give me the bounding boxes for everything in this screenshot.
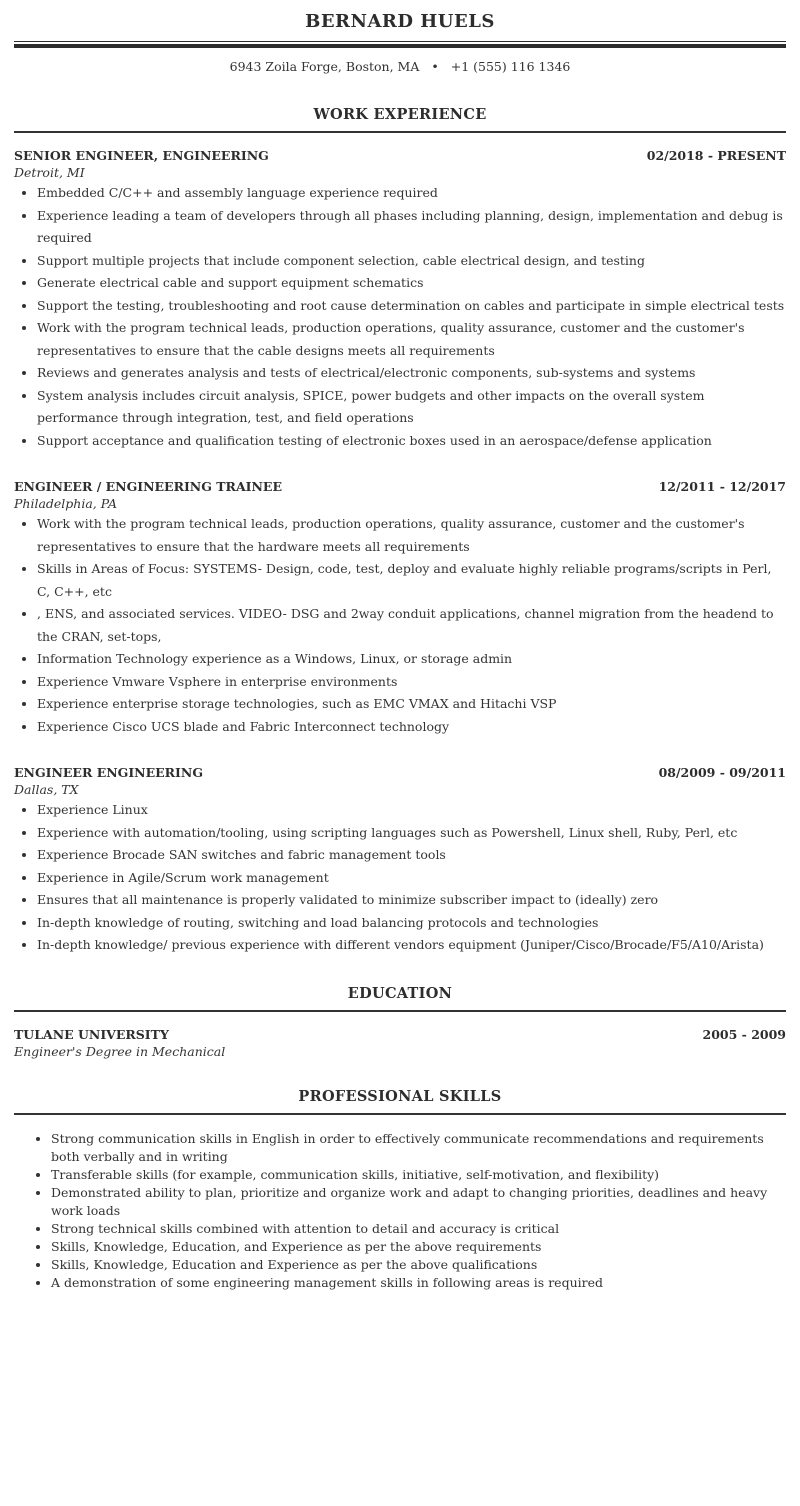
phone: +1 (555) 116 1346 (450, 59, 571, 74)
job-dates: 08/2009 - 09/2011 (658, 765, 786, 780)
list-item: • Work with the program technical leads, production operations, quality assurance, customer and the customer's representatives to ensure that the hardware meets all requirements (37, 513, 786, 558)
list-item: • Experience enterprise storage technologies, such as EMC VMAX and Hitachi VSP (37, 693, 786, 716)
job-entry (14, 478, 786, 738)
list-item: • Skills in Areas of Focus: SYSTEMS- Design, code, test, deploy and evaluate highly reliable programs/scripts in Perl, C, C++, etc (37, 558, 786, 603)
job-header (14, 764, 786, 781)
list-item: • Strong communication skills in English in order to effectively communicate recommendations and requirements both verbally and in writing (51, 1130, 786, 1166)
list-item: • A demonstration of some engineering management skills in following areas is required (51, 1274, 786, 1292)
job-location: Dallas, TX (14, 782, 79, 797)
list-item: • Experience Linux (37, 799, 786, 822)
education-section (14, 984, 786, 1060)
list-item: • Transferable skills (for example, communication skills, initiative, self-motivation, and flexibility) (51, 1166, 786, 1184)
list-item: • Experience Vmware Vsphere in enterprise environments (37, 671, 786, 694)
job-title: ENGINEER ENGINEERING (14, 765, 203, 780)
education-dates: 2005 - 2009 (702, 1026, 786, 1042)
job-location: Detroit, MI (14, 165, 85, 180)
section-title-education: EDUCATION (347, 984, 453, 1002)
list-item: • System analysis includes circuit analysis, SPICE, power budgets and other impacts on the overall system performance through integration, test, and field operations (37, 385, 786, 430)
job-header (14, 478, 786, 495)
header-rule-thin (14, 41, 786, 42)
job-title: SENIOR ENGINEER, ENGINEERING (14, 148, 269, 163)
job-location: Philadelphia, PA (14, 496, 118, 511)
school-name: TULANE UNIVERSITY (14, 1026, 169, 1042)
job-entry (14, 764, 786, 957)
job-entry (14, 147, 786, 452)
section-rule (14, 131, 786, 133)
list-item: • Experience leading a team of developers through all phases including planning, design, implementation and debug is required (37, 205, 786, 250)
list-item: • Experience Brocade SAN switches and fabric management tools (37, 844, 786, 867)
list-item: • Support multiple projects that include component selection, cable electrical design, and testing (37, 250, 786, 273)
work-experience-section (14, 105, 786, 957)
list-item: • Experience in Agile/Scrum work management (37, 867, 786, 890)
resume-page (14, 0, 786, 1292)
list-item: • Demonstrated ability to plan, prioritize and organize work and adapt to changing priorities, deadlines and heavy work loads (51, 1184, 786, 1220)
contact-separator: • (431, 59, 439, 74)
list-item: • Strong technical skills combined with attention to detail and accuracy is critical (51, 1220, 786, 1238)
list-item: • , ENS, and associated services. VIDEO- DSG and 2way conduit applications, channel migration from the headend to the CRAN, set-tops, (37, 603, 786, 648)
skills-section (14, 1087, 786, 1292)
section-title-skills: PROFESSIONAL SKILLS (298, 1087, 502, 1105)
list-item: • Reviews and generates analysis and tests of electrical/electronic components, sub-systems and systems (37, 362, 786, 385)
section-rule (14, 1010, 786, 1012)
job-bullets (14, 513, 786, 738)
job-title: ENGINEER / ENGINEERING TRAINEE (14, 479, 282, 494)
section-title-work-experience: WORK EXPERIENCE (313, 106, 487, 123)
address: 6943 Zoila Forge, Boston, MA (229, 59, 420, 74)
degree: Engineer's Degree in Mechanical (14, 1043, 226, 1059)
education-header (14, 1026, 786, 1043)
list-item: • In-depth knowledge/ previous experience with different vendors equipment (Juniper/Cisco/Brocade/F5/A10/Arista) (37, 934, 786, 957)
list-item: • Experience Cisco UCS blade and Fabric Interconnect technology (37, 716, 786, 739)
list-item: • Generate electrical cable and support equipment schematics (37, 272, 786, 295)
header-rule-thick (14, 44, 786, 48)
skills-list (14, 1130, 786, 1292)
list-item: • Skills, Knowledge, Education and Experience as per the above qualifications (51, 1256, 786, 1274)
job-header (14, 147, 786, 164)
list-item: • Ensures that all maintenance is properly validated to minimize subscriber impact to (ideally) zero (37, 889, 786, 912)
job-dates: 12/2011 - 12/2017 (658, 479, 786, 494)
list-item: • Support acceptance and qualification testing of electronic boxes used in an aerospace/defense application (37, 430, 786, 453)
job-bullets (14, 182, 786, 452)
job-dates: 02/2018 - PRESENT (646, 148, 786, 163)
list-item: • Embedded C/C++ and assembly language experience required (37, 182, 786, 205)
list-item: • Skills, Knowledge, Education, and Experience as per the above requirements (51, 1238, 786, 1256)
section-rule (14, 1113, 786, 1115)
education-entry (14, 1026, 786, 1060)
job-bullets (14, 799, 786, 957)
candidate-name: BERNARD HUELS (305, 11, 495, 32)
list-item: • In-depth knowledge of routing, switching and load balancing protocols and technologies (37, 912, 786, 935)
list-item: • Support the testing, troubleshooting and root cause determination on cables and participate in simple electrical tests (37, 295, 786, 318)
list-item: • Work with the program technical leads, production operations, quality assurance, customer and the customer's representatives to ensure that the cable designs meets all requirements (37, 317, 786, 362)
list-item: • Information Technology experience as a Windows, Linux, or storage admin (37, 648, 786, 671)
list-item: • Experience with automation/tooling, using scripting languages such as Powershell, Linux shell, Ruby, Perl, etc (37, 822, 786, 845)
contact-line (14, 58, 786, 76)
